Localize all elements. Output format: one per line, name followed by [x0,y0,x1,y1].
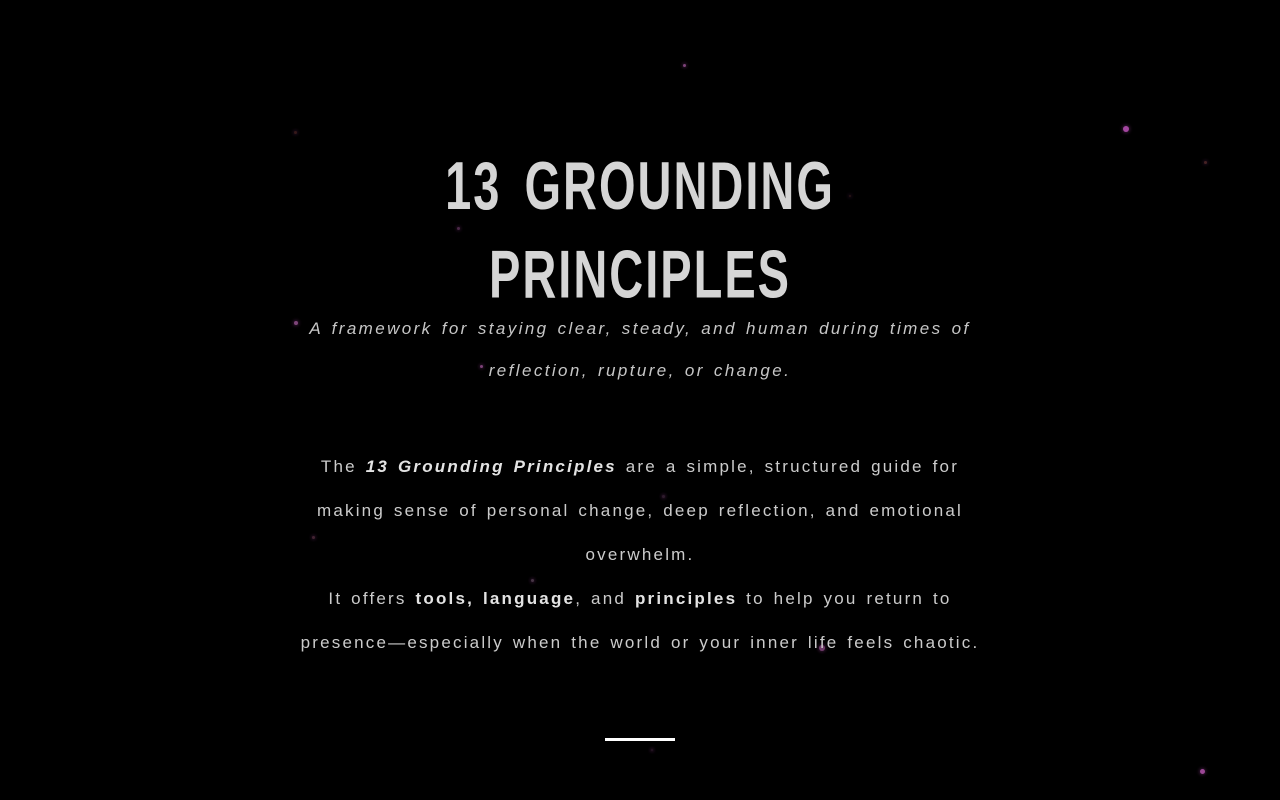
emphasized-text: 13 Grounding Principles [365,457,617,476]
subtitle-line-2: reflection, rupture, or change. [488,361,792,380]
body-text: are a simple, structured guide for [616,457,960,476]
section-divider [605,738,675,741]
body-text: making sense of personal change, deep reflection, and emotional [316,501,964,520]
body-text: The [320,457,366,476]
emphasized-text: principles [634,589,738,608]
particle-dot [651,749,653,751]
body-text: , and [575,589,635,608]
particle-dot [683,64,686,67]
body-text: to help you return to [737,589,952,608]
body-text: overwhelm. [585,545,695,564]
subtitle-line-1: A framework for staying clear, steady, and human during times of [309,319,971,338]
subtitle [0,308,1280,392]
text-line [0,445,1280,489]
particle-dot [294,131,297,134]
body-text: It offers [328,589,416,608]
intro-paragraph [0,445,1280,665]
title-line-2: PRINCIPLES [488,235,792,313]
particle-dot [1200,769,1205,774]
text-line [0,577,1280,621]
text-line [0,621,1280,665]
page-title [0,141,1280,318]
text-line [0,533,1280,577]
emphasized-text: tools, language [415,589,576,608]
text-line [0,489,1280,533]
title-line-1: 13 GROUNDING [445,146,835,224]
particle-dot [1123,126,1129,132]
body-text: presence—especially when the world or your inner life feels chaotic. [300,633,980,652]
